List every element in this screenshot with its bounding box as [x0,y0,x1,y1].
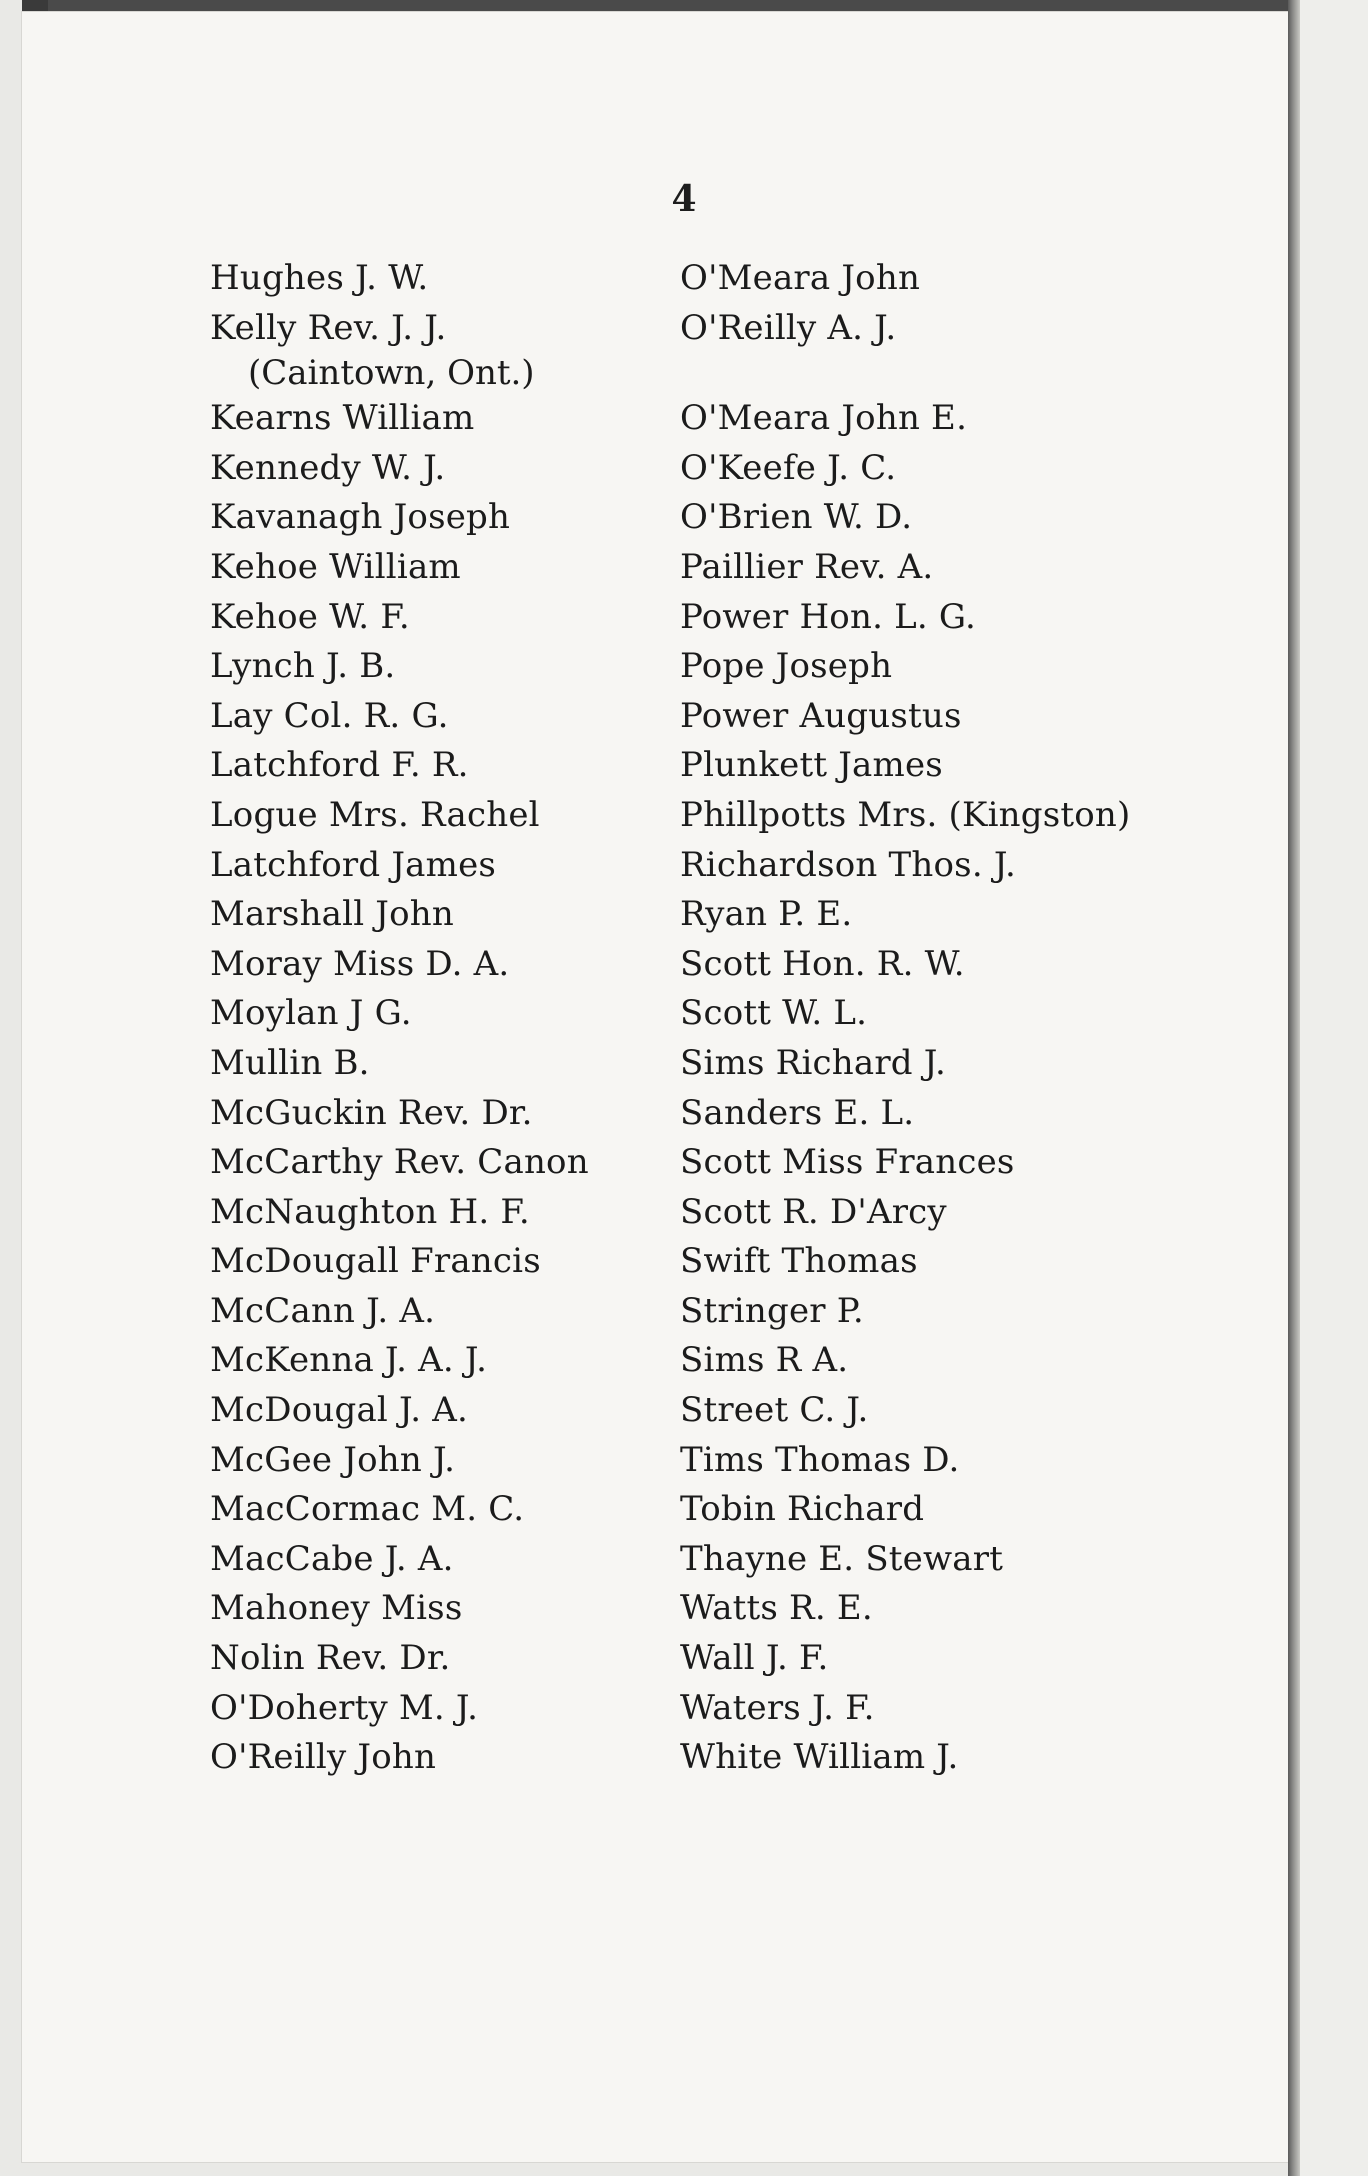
name-entry: Watts R. E. [680,1588,873,1629]
name-entry: Nolin Rev. Dr. [210,1638,451,1679]
name-entry: Moray Miss D. A. [210,943,510,984]
name-entry: O'Doherty M. J. [210,1687,479,1728]
name-entry: Lay Col. R. G. [210,695,449,736]
name-entry: Sims R A. [680,1340,849,1381]
name-entry: Street C. J. [680,1390,869,1431]
name-entry: Scott R. D'Arcy [680,1191,947,1232]
scan-background [1300,0,1368,2176]
name-entry: Latchford James [210,844,497,885]
name-entry: McGuckin Rev. Dr. [210,1092,533,1133]
name-entry: O'Brien W. D. [680,497,913,538]
name-entry: Scott W. L. [680,993,868,1034]
name-entry: Scott Hon. R. W. [680,943,965,984]
name-entry: McCann J. A. [210,1290,436,1331]
name-entry-location: (Caintown, Ont.) [248,353,535,394]
name-entry: Paillier Rev. A. [680,546,934,587]
name-entry: O'Meara John [680,258,921,298]
name-entry: Thayne E. Stewart [680,1538,1004,1579]
name-entry: O'Meara John E. [680,398,968,439]
name-entry: Sims Richard J. [680,1042,946,1083]
name-entry: Mullin B. [210,1042,370,1083]
name-entry: O'Reilly John [210,1737,437,1778]
name-entry: Marshall John [210,894,455,935]
name-entry: Logue Mrs. Rachel [210,794,540,835]
name-entry: Kelly Rev. J. J. [210,307,447,348]
name-entry: Ryan P. E. [680,894,853,935]
name-entry: Richardson Thos. J. [680,844,1017,885]
name-entry: Latchford F. R. [210,745,469,786]
name-entry: Mahoney Miss [210,1588,463,1629]
name-list-left-column [210,254,680,1783]
name-entry: Kavanagh Joseph [210,497,511,538]
name-entry: Hughes J. W. [210,258,429,298]
page-number: 4 [671,178,697,220]
name-entry: McNaughton H. F. [210,1191,530,1232]
row-spacer [680,353,1180,394]
name-entry: O'Keefe J. C. [680,447,897,488]
name-entry: Kehoe William [210,546,461,587]
page-right-edge [1288,0,1300,2176]
name-entry: Lynch J. B. [210,646,396,687]
name-list-right-column [680,254,1180,1783]
name-entry: Phillpotts Mrs. (Kingston) [680,794,1131,835]
name-entry: Waters J. F. [680,1687,875,1728]
name-entry: MacCormac M. C. [210,1489,525,1530]
name-entry: White William J. [680,1737,959,1778]
name-entry: Moylan J G. [210,993,412,1034]
name-entry: Pope Joseph [680,646,893,687]
name-entry: Power Augustus [680,695,962,736]
name-entry: Scott Miss Frances [680,1142,1015,1183]
name-entry: McCarthy Rev. Canon [210,1142,589,1183]
name-entry: Tims Thomas D. [680,1439,960,1480]
name-entry: Power Hon. L. G. [680,596,977,637]
name-entry: Swift Thomas [680,1241,918,1282]
name-entry: McDougal J. A. [210,1390,468,1431]
name-entry: McKenna J. A. J. [210,1340,488,1381]
name-entry: McGee John J. [210,1439,456,1480]
name-entry: Plunkett James [680,745,943,786]
name-entry: McDougall Francis [210,1241,541,1282]
name-entry: Tobin Richard [680,1489,925,1530]
name-entry: Stringer P. [680,1290,864,1331]
name-entry: Wall J. F. [680,1638,829,1679]
name-entry: O'Reilly A. J. [680,307,897,348]
scan-top-edge [40,0,1290,12]
name-entry: Kennedy W. J. [210,447,446,488]
name-entry: Sanders E. L. [680,1092,915,1133]
name-entry: Kehoe W. F. [210,596,410,637]
name-entry: MacCabe J. A. [210,1538,454,1579]
name-entry: Kearns William [210,398,475,439]
